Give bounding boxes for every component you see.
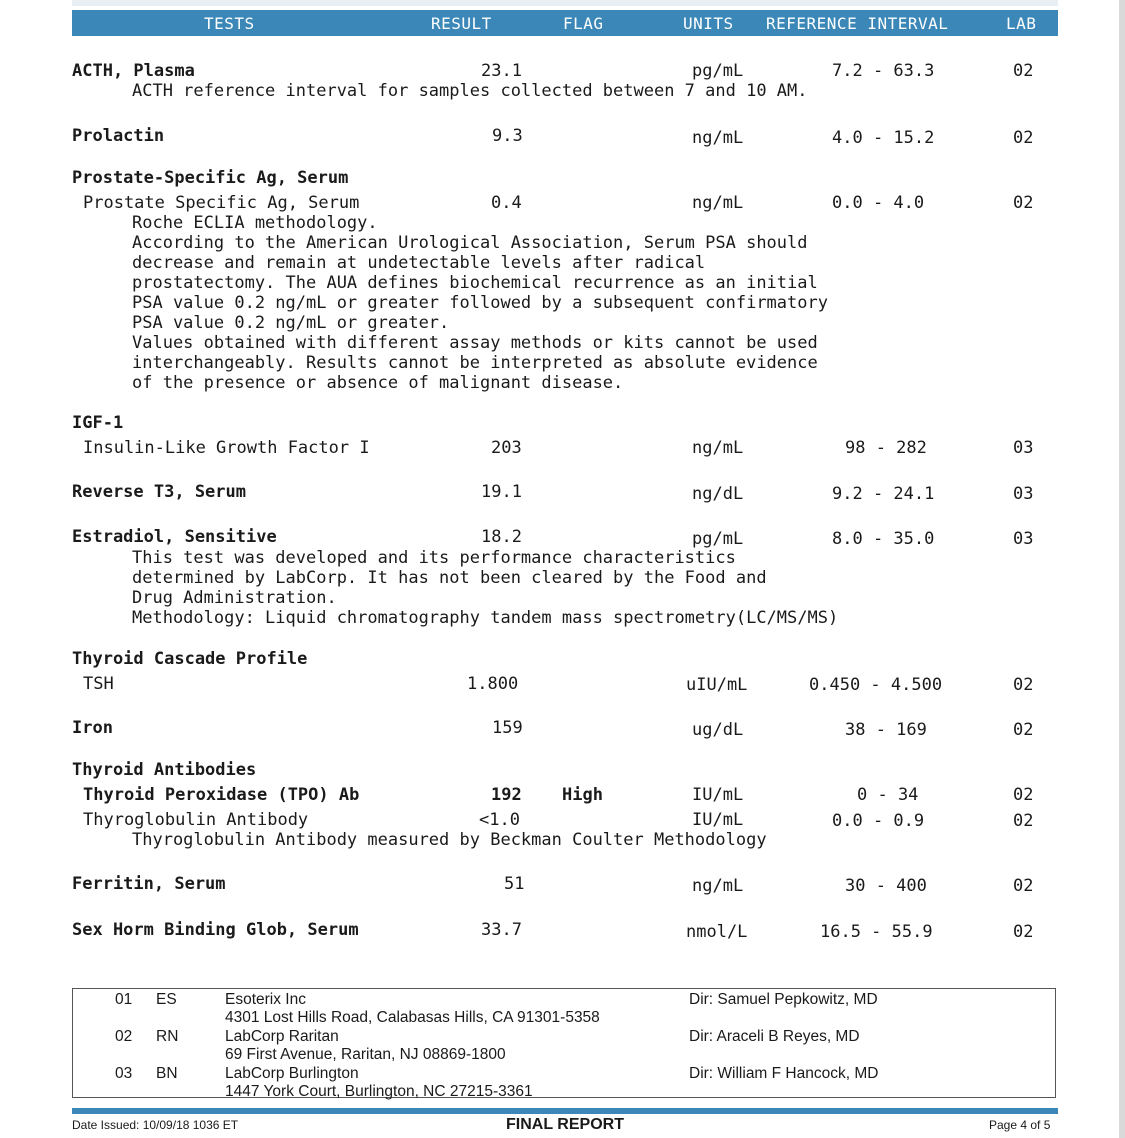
test-lab: 02 — [1013, 720, 1034, 740]
test-lab: 02 — [1013, 811, 1034, 831]
footer-rule — [72, 1108, 1058, 1114]
header-reference: REFERENCE INTERVAL — [766, 14, 949, 33]
lab-address: 1447 York Court, Burlington, NC 27215-3361 — [225, 1083, 533, 1100]
test-units: uIU/mL — [686, 675, 748, 695]
test-units: nmol/L — [686, 922, 748, 942]
test-name: Prostate Specific Ag, Serum — [83, 193, 360, 213]
top-rule — [72, 0, 1058, 6]
header-flag: FLAG — [563, 14, 604, 33]
test-name: Insulin-Like Growth Factor I — [83, 438, 370, 458]
note-line: interchangeably. Results cannot be interpreted as absolute evidence — [132, 353, 818, 373]
note-line: Roche ECLIA methodology. — [132, 213, 378, 233]
test-units: ng/mL — [692, 193, 744, 213]
lab-address: 69 First Avenue, Raritan, NJ 08869-1800 — [225, 1046, 506, 1063]
lab-number: 01 — [115, 991, 133, 1008]
lab-director: Dir: William F Hancock, MD — [689, 1065, 879, 1082]
test-lab: 02 — [1013, 876, 1034, 896]
test-result: 51 — [504, 874, 525, 894]
test-group-name: Thyroid Cascade Profile — [72, 649, 308, 669]
test-lab: 02 — [1013, 193, 1034, 213]
page-edge — [1119, 0, 1125, 1138]
note-line: Drug Administration. — [132, 588, 337, 608]
test-result: <1.0 — [479, 810, 520, 830]
lab-code: RN — [156, 1028, 179, 1045]
test-name: Reverse T3, Serum — [72, 482, 246, 502]
test-reference: 4.0 - 15.2 — [832, 128, 935, 148]
test-lab: 03 — [1013, 484, 1034, 504]
note-line: According to the American Urological Association, Serum PSA should — [132, 233, 808, 253]
test-name: ACTH, Plasma — [72, 61, 195, 81]
test-lab: 02 — [1013, 61, 1034, 81]
lab-director: Dir: Araceli B Reyes, MD — [689, 1028, 860, 1045]
final-report-label: FINAL REPORT — [506, 1116, 624, 1133]
test-note: Thyroglobulin Antibody measured by Beckman Coulter Methodology — [132, 830, 767, 850]
test-name: TSH — [83, 674, 114, 694]
test-lab: 02 — [1013, 785, 1034, 805]
lab-directory — [72, 988, 1056, 1098]
lab-code: ES — [156, 991, 177, 1008]
lab-name: LabCorp Raritan — [225, 1028, 339, 1045]
note-line: prostatectomy. The AUA defines biochemical recurrence as an initial — [132, 273, 818, 293]
lab-code: BN — [156, 1065, 178, 1082]
test-lab: 02 — [1013, 922, 1034, 942]
test-units: IU/mL — [692, 785, 744, 805]
test-reference: 7.2 - 63.3 — [832, 61, 935, 81]
test-result: 33.7 — [481, 920, 522, 940]
test-name: Estradiol, Sensitive — [72, 527, 277, 547]
test-note: ACTH reference interval for samples collected between 7 and 10 AM. — [132, 81, 808, 101]
note-line: This test was developed and its performance characteristics — [132, 548, 736, 568]
note-line: of the presence or absence of malignant disease. — [132, 373, 624, 393]
test-name-tg: Thyroglobulin Antibody — [83, 810, 309, 830]
test-reference: 38 - 169 — [845, 720, 927, 740]
note-line: PSA value 0.2 ng/mL or greater followed by a subsequent confirmatory — [132, 293, 828, 313]
test-reference: 8.0 - 35.0 — [832, 529, 935, 549]
test-reference: 0.0 - 0.9 — [832, 811, 925, 831]
lab-number: 02 — [115, 1028, 133, 1045]
test-name: Sex Horm Binding Glob, Serum — [72, 920, 359, 940]
test-lab: 03 — [1013, 529, 1034, 549]
test-lab: 02 — [1013, 675, 1034, 695]
lab-name: Esoterix Inc — [225, 991, 306, 1008]
header-units: UNITS — [683, 14, 734, 33]
test-result: 159 — [492, 718, 523, 738]
header-lab: LAB — [1006, 14, 1037, 33]
test-group-name: Thyroid Antibodies — [72, 760, 257, 780]
lab-name: LabCorp Burlington — [225, 1065, 359, 1082]
test-units: ng/dL — [692, 484, 744, 504]
test-result: 0.4 — [491, 193, 522, 213]
test-result: 18.2 — [481, 527, 522, 547]
test-lab: 03 — [1013, 438, 1034, 458]
test-name: Ferritin, Serum — [72, 874, 226, 894]
test-group-name: Prostate-Specific Ag, Serum — [72, 168, 349, 188]
test-reference: 0.0 - 4.0 — [832, 193, 925, 213]
test-result: 203 — [491, 438, 522, 458]
test-units: pg/mL — [692, 529, 744, 549]
note-line: determined by LabCorp. It has not been cleared by the Food and — [132, 568, 767, 588]
test-name: Prolactin — [72, 126, 165, 146]
test-reference: 16.5 - 55.9 — [820, 922, 933, 942]
test-reference: 98 - 282 — [845, 438, 927, 458]
test-reference: 0 - 34 — [857, 785, 919, 805]
date-issued: Date Issued: 10/09/18 1036 ET — [72, 1118, 239, 1132]
test-result-tpo: 192 — [491, 785, 522, 805]
test-reference: 30 - 400 — [845, 876, 927, 896]
flag-high: High — [562, 785, 603, 805]
test-lab: 02 — [1013, 128, 1034, 148]
lab-number: 03 — [115, 1065, 133, 1082]
test-name: Iron — [72, 718, 113, 738]
test-units: ng/mL — [692, 876, 744, 896]
test-group-name: IGF-1 — [72, 413, 124, 433]
lab-director: Dir: Samuel Pepkowitz, MD — [689, 991, 878, 1008]
header-tests: TESTS — [204, 14, 255, 33]
note-line: Values obtained with different assay methods or kits cannot be used — [132, 333, 818, 353]
test-result: 9.3 — [492, 126, 523, 146]
lab-address: 4301 Lost Hills Road, Calabasas Hills, CA 91301-5358 — [225, 1009, 600, 1026]
test-units: IU/mL — [692, 810, 744, 830]
table-header — [72, 10, 1058, 36]
note-line: Methodology: Liquid chromatography tandem mass spectrometry(LC/MS/MS) — [132, 608, 839, 628]
test-units: ng/mL — [692, 438, 744, 458]
note-line: PSA value 0.2 ng/mL or greater. — [132, 313, 450, 333]
test-units: ng/mL — [692, 128, 744, 148]
page-number: Page 4 of 5 — [989, 1118, 1051, 1132]
test-reference: 0.450 - 4.500 — [809, 675, 943, 695]
test-reference: 9.2 - 24.1 — [832, 484, 935, 504]
test-result: 19.1 — [481, 482, 522, 502]
test-name-tpo: Thyroid Peroxidase (TPO) Ab — [83, 785, 360, 805]
header-result: RESULT — [431, 14, 492, 33]
test-units: ug/dL — [692, 720, 744, 740]
test-result: 23.1 — [481, 61, 522, 81]
test-units: pg/mL — [692, 61, 744, 81]
test-result: 1.800 — [467, 674, 519, 694]
note-line: decrease and remain at undetectable levels after radical — [132, 253, 706, 273]
